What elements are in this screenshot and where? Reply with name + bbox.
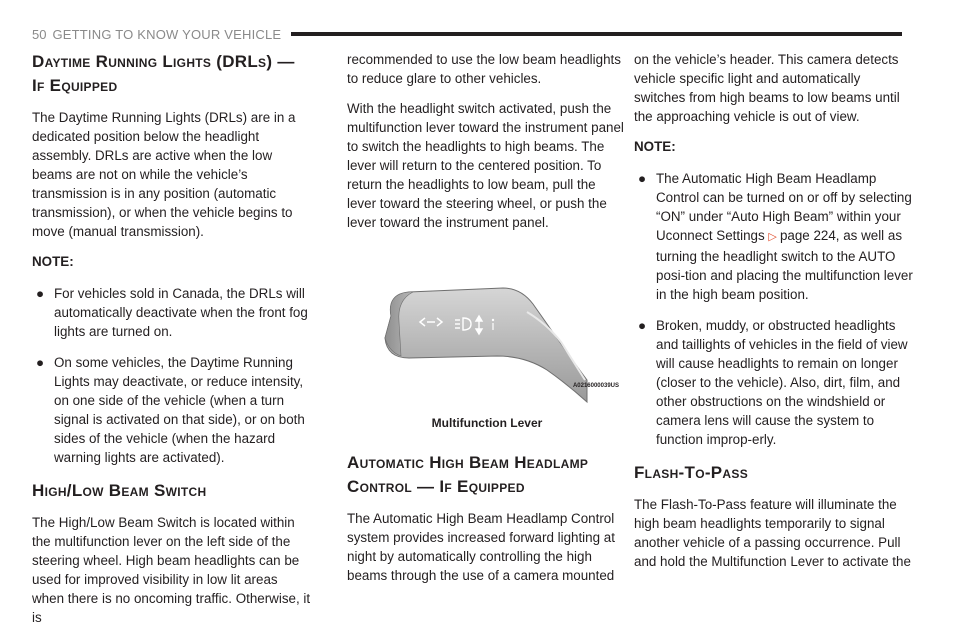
list-item	[634, 169, 914, 304]
bullet-icon: ●	[36, 355, 45, 370]
column-2	[347, 50, 627, 596]
header-rule	[291, 32, 902, 36]
drl-paragraph: The Daytime Running Lights (DRLs) are in a dedicated position below the headlight assembly. DRLs are active when the low beams are not on while the vehicle’s transmission is in any position (automatic transmission), or when the vehicle begins to move (manual transmission).	[32, 110, 296, 239]
bullet-icon: ●	[36, 286, 45, 301]
multifunction-lever-figure	[347, 272, 627, 412]
column-1	[32, 50, 312, 638]
auto-note-1b[interactable]: page 224, as well as turning the headlight switch to the AUTO posi-tion and placing the multifunction lever in the high beam position.	[656, 228, 913, 302]
page-header	[32, 24, 902, 44]
auto-high-beam-note-list	[634, 169, 914, 449]
list-item	[32, 284, 312, 341]
figure-caption: Multifunction Lever	[431, 416, 543, 430]
bullet-icon: ●	[638, 318, 647, 333]
highlow-paragraph-2: With the headlight switch activated, push the multifunction lever toward the instrument panel to switch the headlights to high beams. The lever will return to the centered position. To return the headlights to low beam, pull the lever toward the steering wheel, or push the lever toward the instrument panel.	[347, 101, 624, 230]
auto-high-beam-paragraph-cont: on the vehicle’s header. This camera detects vehicle specific light and automatically switches from high beams to low beams until the approaching vehicle is out of view.	[634, 52, 900, 124]
page-number: 50	[32, 26, 47, 42]
page-reference-arrow-icon: ▷	[768, 231, 780, 243]
drl-note-1: For vehicles sold in Canada, the DRLs will automatically deactivate when the front fog lights are turned on.	[54, 286, 308, 339]
column-3	[634, 50, 914, 582]
bullet-icon: ●	[638, 171, 647, 186]
highlow-heading: High/Low Beam Switch	[32, 481, 207, 500]
drl-note-2: On some vehicles, the Daytime Running Lights may deactivate, or reduce intensity, on one side of the vehicle (when a turn signal is activated on that side), or on both sides of the vehicle (when the hazard warning lights are activated).	[54, 355, 305, 465]
auto-high-beam-paragraph: The Automatic High Beam Headlamp Control system provides increased forward lighting at night by automatically controlling the high beams through the use of a camera mounted	[347, 511, 615, 583]
section-title: GETTING TO KNOW YOUR VEHICLE	[52, 26, 282, 42]
flash-to-pass-paragraph: The Flash-To-Pass feature will illuminate the high beam headlights temporarily to signal another vehicle of a passing occurrence. Pull and hold the Multifunction Lever to activate the	[634, 497, 911, 569]
highlow-paragraph: The High/Low Beam Switch is located within the multifunction lever on the left side of the steering wheel. High beam headlights can be used for improved visibility in low lit areas when there is no oncoming traffic. Otherwise, it is	[32, 515, 311, 625]
flash-to-pass-heading: Flash-To-Pass	[634, 463, 749, 482]
list-item	[634, 316, 914, 449]
highlow-paragraph-cont: recommended to use the low beam headlights to reduce glare to other vehicles.	[347, 52, 621, 86]
auto-high-beam-heading: Automatic High Beam Headlamp Control — If Equipped	[347, 453, 589, 496]
drl-note-label: NOTE:	[32, 254, 74, 269]
auto-high-beam-note-label: NOTE:	[634, 139, 676, 154]
list-item	[32, 353, 312, 467]
drl-note-list	[32, 284, 312, 467]
auto-note-2: Broken, muddy, or obstructed headlights and taillights of vehicles in the field of view will cause headlights to remain on longer (closer to the vehicle). Also, dirt, film, and other obstructions on the windshield or camera lens will cause the system to function improp-erly.	[656, 318, 908, 447]
auto-note-1a: The Automatic High Beam Headlamp Control can be turned on or off by selecting “ON” under “Auto High Beam” within your Uconnect Settings	[656, 171, 912, 243]
figure-code: A0216000039US	[572, 383, 619, 389]
drl-heading: Daytime Running Lights (DRLs) — If Equipped	[32, 52, 295, 95]
